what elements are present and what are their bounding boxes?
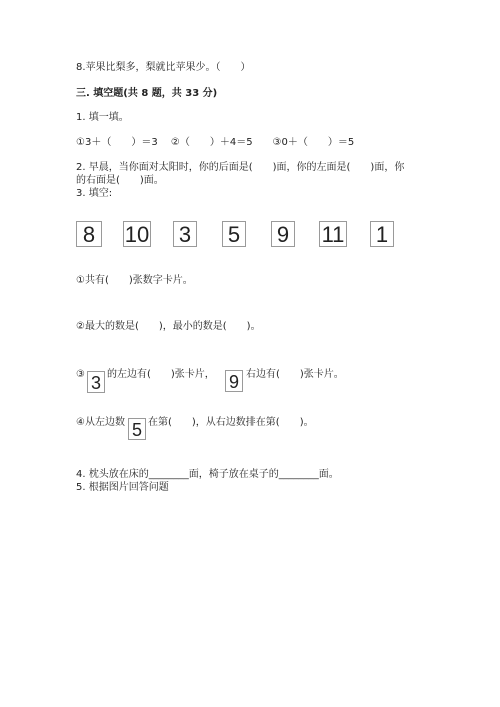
inline-number-card: 5 xyxy=(128,418,146,440)
q3-sub3-marker: ③ xyxy=(76,369,85,380)
q3-sub1: ①共有( )张数字卡片。 xyxy=(76,275,193,286)
number-card: 9 xyxy=(271,221,295,247)
q3-sub3-left-text: 的左边有( )张卡片， xyxy=(107,369,215,380)
number-card: 11 xyxy=(319,221,347,247)
q5-text: 5. 根据图片回答问题 xyxy=(76,482,169,493)
q1-items: ①3＋（ ）＝3 ②（ ）＋4＝5 ③0＋（ ）＝5 xyxy=(76,137,355,148)
inline-number-card: 9 xyxy=(225,370,243,392)
number-card: 5 xyxy=(222,221,246,247)
q3-sub4-lead: ④从左边数 xyxy=(76,417,125,428)
q4-text: 4. 枕头放在床的________面，椅子放在桌子的________面。 xyxy=(76,469,339,480)
q3-sub3-right-text: 右边有( )张卡片。 xyxy=(246,369,344,380)
q3-title: 3. 填空: xyxy=(76,188,113,199)
number-card: 10 xyxy=(124,222,150,247)
number-card: 8 xyxy=(76,221,102,247)
q1-title: 1. 填一填。 xyxy=(76,112,129,123)
section-title-fill-in: 三. 填空题(共 8 题，共 33 分) xyxy=(76,88,218,99)
number-card: 3 xyxy=(173,221,197,247)
question-8-true-false: 8.苹果比梨多，梨就比苹果少。（ ） xyxy=(76,62,251,73)
q2-line1: 2. 早晨，当你面对太阳时，你的后面是( )面，你的左面是( )面，你 xyxy=(76,162,405,173)
number-card-row xyxy=(76,221,406,249)
number-card: 1 xyxy=(370,221,394,247)
q2-line2: 的右面是( )面。 xyxy=(76,175,164,186)
q3-sub2: ②最大的数是( )，最小的数是( )。 xyxy=(76,321,261,332)
q3-sub4-rest: 在第( )，从右边数排在第( )。 xyxy=(148,417,314,428)
inline-number-card: 3 xyxy=(87,371,105,393)
